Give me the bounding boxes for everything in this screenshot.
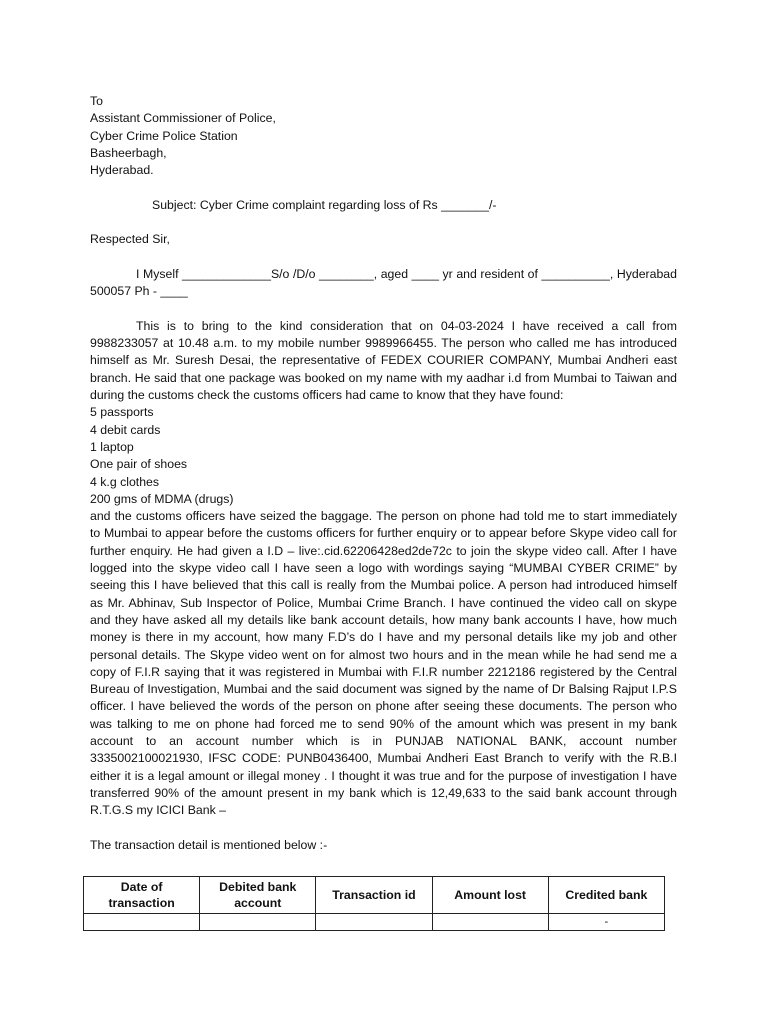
subject-line: Subject: Cyber Crime complaint regarding loss of Rs _______/- (152, 197, 497, 212)
spacer (90, 249, 677, 266)
address-line-to: To (90, 94, 103, 108)
list-item: 5 passports (90, 405, 154, 420)
list-item: One pair of shoes (90, 457, 188, 472)
spacer (90, 819, 677, 836)
table-cell: - (548, 914, 664, 931)
table-header-row (84, 877, 665, 914)
spacer (90, 301, 677, 318)
list-item: 4 k.g clothes (90, 474, 160, 489)
address-line-city: Hyderabad. (90, 163, 154, 178)
column-header-transaction-id: Transaction id (316, 877, 432, 914)
spacer (90, 179, 677, 196)
column-header-date: Date of transaction (84, 877, 200, 914)
intro-paragraph: I Myself _____________S/o /D/o ________, aged ____ yr and resident of __________, Hyderabad 500057 Ph - ____ (90, 266, 677, 299)
body-paragraph: This is to bring to the kind consideration that on 04-03-2024 I have received a call from 9988233057 at 10.48 a.m. to my mobile number 9989966455. The person who called me has introduced himself as Mr. Suresh Desai, the representative of FEDEX COURIER COMPANY, Mumbai Andheri east branch. He said that one package was booked on my name with my aadhar i.d from Mumbai to Taiwan and during the customs check the customs officers had came to know that they have found: (90, 318, 677, 403)
spacer (90, 214, 677, 231)
table-cell (316, 914, 432, 931)
transaction-intro: The transaction detail is mentioned below :- (90, 837, 328, 852)
address-line-station: Cyber Crime Police Station (90, 128, 238, 143)
table-cell (200, 914, 316, 931)
address-line-recipient: Assistant Commissioner of Police, (90, 111, 276, 126)
table-cell (432, 914, 548, 931)
list-item: 200 gms of MDMA (drugs) (90, 491, 234, 506)
column-header-amount-lost: Amount lost (432, 877, 548, 914)
salutation: Respected Sir, (90, 232, 170, 247)
transaction-table (83, 876, 665, 931)
body-paragraph-continued: and the customs officers have seized the baggage. The person on phone had told me to start immediately to Mumbai to appear before the customs officers for further enquiry or to appear before Skype video call for further enquiry. He had given a I.D – live:.cid.62206428ed2de72c to join the skype video call. After I have logged into the skype video call I have seen a logo with wordings saying “MUMBAI CYBER CRIME” by seeing this I have believed that this call is really from the Mumbai police. A person had introduced himself as Mr. Abhinav, Sub Inspector of Police, Mumbai Crime Branch. I have continued the video call on skype and they have asked all my details like bank account details, how many bank accounts I have, how much money is there in my account, how many F.D’s do I have and my personal details like my job and other personal details. The Skype video went on for almost two hours and in the mean while he had send me a copy of F.I.R saying that it was registered in Mumbai with F.I.R number 2212186 registered by the Central Bureau of Investigation, Mumbai and the said document was signed by the name of Dr Balsing Rajput I.P.S officer. I have believed the words of the person on phone after seeing these documents. The person who was talking to me on phone had forced me to send 90% of the amount which was present in my bank account to an account number which is in PUNJAB NATIONAL BANK, account number 3335002100021930, IFSC CODE: PUNB0436400, Mumbai Andheri East Branch to verify with the R.B.I either it is a legal amount or illegal money . I thought it was true and for the purpose of investigation I have transferred 90% of the amount present in my bank which is 12,49,633 to the said bank account through R.T.G.S my ICICI Bank – (90, 509, 677, 818)
letter-body (90, 93, 677, 854)
list-item: 4 debit cards (90, 422, 161, 437)
column-header-credited-bank: Credited bank (548, 877, 664, 914)
table-row (84, 914, 665, 931)
table-cell (84, 914, 200, 931)
list-item: 1 laptop (90, 439, 134, 454)
column-header-debited-account: Debited bank account (200, 877, 316, 914)
address-line-area: Basheerbagh, (90, 145, 167, 160)
